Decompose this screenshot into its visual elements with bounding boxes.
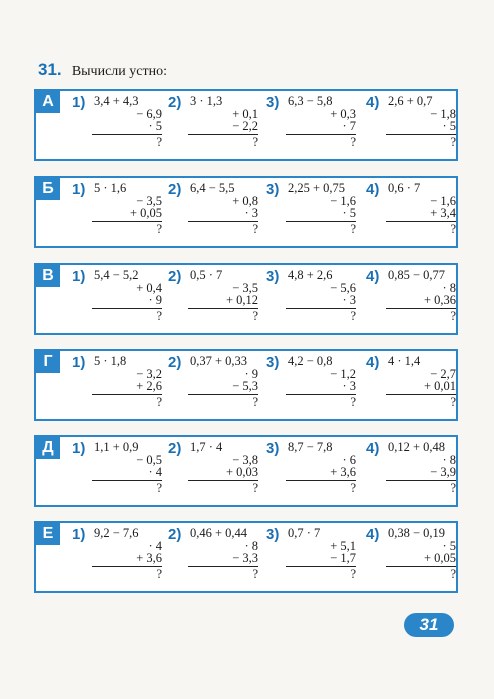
expression-line: · 8	[442, 280, 456, 295]
task-item	[72, 94, 168, 158]
answer-placeholder: ?	[156, 480, 162, 495]
expression-line: − 3,2	[136, 366, 162, 381]
answer-placeholder: ?	[450, 394, 456, 409]
expression-line: + 3,4	[386, 207, 456, 222]
task-block	[34, 263, 458, 335]
task-item	[266, 181, 362, 245]
task-number: 1)	[72, 94, 86, 111]
task-expression	[92, 95, 162, 148]
expression-line: 4,8 + 2,6	[288, 268, 333, 282]
task-item	[366, 94, 462, 158]
expression-line: 0,5 · 7	[190, 268, 223, 282]
task-block	[34, 435, 458, 507]
expression-line: · 6	[342, 452, 356, 467]
task-expression	[188, 441, 258, 494]
expression-line: 0,12 + 0,48	[388, 440, 446, 454]
task-item	[72, 268, 168, 332]
expression-line: 1,1 + 0,9	[94, 440, 139, 454]
answer-placeholder: ?	[350, 566, 356, 581]
block-letter: А	[36, 91, 60, 113]
expression-line: · 9	[244, 366, 258, 381]
expression-line: · 9	[92, 294, 162, 309]
expression-line: − 1,2	[330, 366, 356, 381]
task-number: 3)	[266, 526, 280, 543]
expression-line: + 3,6	[92, 552, 162, 567]
expression-line: · 5	[386, 120, 456, 135]
expression-line: − 5,3	[188, 380, 258, 395]
expression-line: + 0,4	[136, 280, 162, 295]
task-item	[266, 526, 362, 590]
expression-line: · 3	[188, 207, 258, 222]
task-item	[168, 181, 264, 245]
task-expression	[286, 269, 356, 322]
expression-line: − 3,8	[232, 452, 258, 467]
expression-line: 5 · 1,8	[94, 354, 127, 368]
task-block	[34, 521, 458, 593]
expression-line: · 8	[244, 538, 258, 553]
task-number: 2)	[168, 354, 182, 371]
task-number: 4)	[366, 181, 380, 198]
expression-line: 0,37 + 0,33	[190, 354, 248, 368]
expression-line: − 0,5	[136, 452, 162, 467]
task-item	[72, 440, 168, 504]
expression-line: · 5	[92, 120, 162, 135]
task-number: 3)	[266, 268, 280, 285]
expression-line: · 8	[442, 452, 456, 467]
answer-placeholder: ?	[450, 566, 456, 581]
task-number: 3)	[266, 354, 280, 371]
expression-line: + 0,8	[232, 193, 258, 208]
task-number: 1)	[72, 181, 86, 198]
task-item	[366, 526, 462, 590]
task-number: 4)	[366, 440, 380, 457]
task-item	[168, 526, 264, 590]
task-item	[266, 354, 362, 418]
expression-line: 0,38 − 0,19	[388, 526, 446, 540]
expression-line: · 3	[286, 294, 356, 309]
task-expression	[386, 269, 456, 322]
task-number: 1)	[72, 440, 86, 457]
answer-placeholder: ?	[252, 134, 258, 149]
answer-placeholder: ?	[156, 134, 162, 149]
task-item	[366, 181, 462, 245]
task-item	[168, 94, 264, 158]
expression-line: 8,7 − 7,8	[288, 440, 333, 454]
expression-line: + 3,6	[286, 466, 356, 481]
expression-line: + 0,12	[188, 294, 258, 309]
task-block	[34, 89, 458, 161]
task-item	[266, 268, 362, 332]
task-item	[168, 440, 264, 504]
task-number: 4)	[366, 526, 380, 543]
expression-line: · 5	[286, 207, 356, 222]
expression-line: 0,46 + 0,44	[190, 526, 248, 540]
task-expression	[92, 527, 162, 580]
task-number: 1)	[72, 354, 86, 371]
task-expression	[386, 95, 456, 148]
answer-placeholder: ?	[252, 394, 258, 409]
expression-line: − 3,3	[188, 552, 258, 567]
task-number: 2)	[168, 526, 182, 543]
task-number: 1)	[72, 526, 86, 543]
expression-line: − 1,6	[430, 193, 456, 208]
task-expression	[286, 441, 356, 494]
expression-line: 9,2 − 7,6	[94, 526, 139, 540]
block-letter: Е	[36, 523, 60, 545]
task-block	[34, 349, 458, 421]
task-number: 3)	[266, 440, 280, 457]
expression-line: + 0,1	[232, 106, 258, 121]
expression-line: 5,4 − 5,2	[94, 268, 139, 282]
task-number: 2)	[168, 181, 182, 198]
task-item	[266, 94, 362, 158]
task-expression	[92, 182, 162, 235]
expression-line: + 0,05	[386, 552, 456, 567]
task-number: 3)	[266, 181, 280, 198]
task-number: 2)	[168, 94, 182, 111]
answer-placeholder: ?	[156, 308, 162, 323]
task-item	[72, 181, 168, 245]
expression-line: 1,7 · 4	[190, 440, 223, 454]
task-expression	[286, 527, 356, 580]
expression-line: − 3,5	[232, 280, 258, 295]
task-number: 4)	[366, 354, 380, 371]
expression-line: − 3,5	[136, 193, 162, 208]
task-item	[366, 268, 462, 332]
expression-line: − 1,7	[286, 552, 356, 567]
task-number: 2)	[168, 268, 182, 285]
block-letter: Б	[36, 178, 60, 200]
expression-line: 5 · 1,6	[94, 181, 127, 195]
task-expression	[286, 182, 356, 235]
expression-line: · 7	[286, 120, 356, 135]
expression-line: + 5,1	[330, 538, 356, 553]
expression-line: − 1,6	[330, 193, 356, 208]
expression-line: − 1,8	[430, 106, 456, 121]
answer-placeholder: ?	[350, 394, 356, 409]
answer-placeholder: ?	[350, 480, 356, 495]
expression-line: 0,85 − 0,77	[388, 268, 446, 282]
task-expression	[188, 269, 258, 322]
expression-line: 4,2 − 0,8	[288, 354, 333, 368]
answer-placeholder: ?	[156, 566, 162, 581]
task-number: 3)	[266, 94, 280, 111]
task-expression	[286, 95, 356, 148]
expression-line: 3 · 1,3	[190, 94, 223, 108]
task-expression	[92, 269, 162, 322]
expression-line: − 6,9	[136, 106, 162, 121]
task-expression	[92, 355, 162, 408]
expression-line: + 0,05	[92, 207, 162, 222]
expression-line: 6,4 − 5,5	[190, 181, 235, 195]
page-number: 31	[404, 613, 454, 637]
answer-placeholder: ?	[450, 134, 456, 149]
expression-line: 4 · 1,4	[388, 354, 421, 368]
expression-line: 6,3 − 5,8	[288, 94, 333, 108]
task-expression	[188, 355, 258, 408]
task-expression	[386, 441, 456, 494]
expression-line: + 0,03	[188, 466, 258, 481]
exercise-number: 31.	[38, 60, 62, 79]
task-expression	[386, 355, 456, 408]
task-number: 1)	[72, 268, 86, 285]
answer-placeholder: ?	[252, 480, 258, 495]
answer-placeholder: ?	[350, 221, 356, 236]
task-item	[168, 268, 264, 332]
expression-line: · 4	[148, 538, 162, 553]
expression-line: − 5,6	[330, 280, 356, 295]
answer-placeholder: ?	[252, 566, 258, 581]
expression-line: · 3	[286, 380, 356, 395]
answer-placeholder: ?	[450, 221, 456, 236]
expression-line: − 2,7	[430, 366, 456, 381]
expression-line: 0,7 · 7	[288, 526, 321, 540]
answer-placeholder: ?	[450, 480, 456, 495]
exercise-instruction: Вычисли устно:	[71, 64, 167, 79]
task-item	[366, 354, 462, 418]
expression-line: + 0,01	[386, 380, 456, 395]
task-number: 4)	[366, 268, 380, 285]
expression-line: + 0,3	[330, 106, 356, 121]
answer-placeholder: ?	[252, 221, 258, 236]
task-expression	[92, 441, 162, 494]
task-expression	[188, 527, 258, 580]
expression-line: · 5	[442, 538, 456, 553]
block-letter: Д	[36, 437, 60, 459]
exercise-header	[38, 60, 167, 80]
task-item	[366, 440, 462, 504]
task-expression	[386, 527, 456, 580]
block-letter: В	[36, 265, 60, 287]
answer-placeholder: ?	[252, 308, 258, 323]
expression-line: 0,6 · 7	[388, 181, 421, 195]
task-item	[266, 440, 362, 504]
task-number: 4)	[366, 94, 380, 111]
expression-line: 2,25 + 0,75	[288, 181, 346, 195]
answer-placeholder: ?	[450, 308, 456, 323]
expression-line: · 4	[92, 466, 162, 481]
expression-line: 3,4 + 4,3	[94, 94, 139, 108]
answer-placeholder: ?	[156, 394, 162, 409]
answer-placeholder: ?	[156, 221, 162, 236]
expression-line: − 2,2	[188, 120, 258, 135]
expression-line: 2,6 + 0,7	[388, 94, 433, 108]
expression-line: + 0,36	[386, 294, 456, 309]
task-item	[72, 526, 168, 590]
expression-line: + 2,6	[92, 380, 162, 395]
task-number: 2)	[168, 440, 182, 457]
answer-placeholder: ?	[350, 134, 356, 149]
block-letter: Г	[36, 351, 60, 373]
task-block	[34, 176, 458, 248]
task-expression	[386, 182, 456, 235]
answer-placeholder: ?	[350, 308, 356, 323]
task-item	[168, 354, 264, 418]
task-expression	[286, 355, 356, 408]
task-item	[72, 354, 168, 418]
task-expression	[188, 95, 258, 148]
expression-line: − 3,9	[386, 466, 456, 481]
task-expression	[188, 182, 258, 235]
